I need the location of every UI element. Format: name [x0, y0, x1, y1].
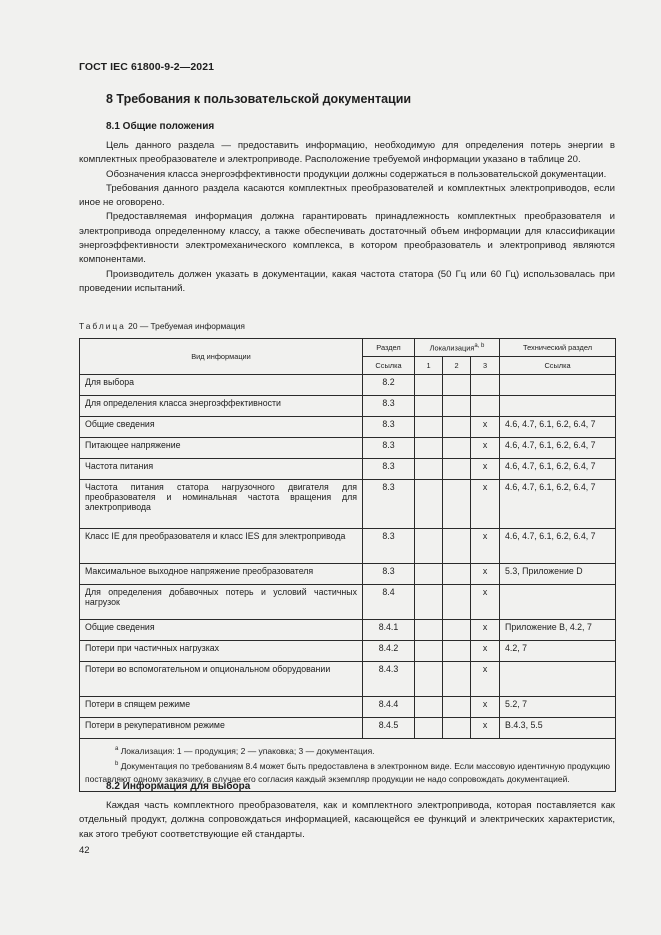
- cell-loc-3: x: [471, 641, 500, 662]
- cell-ref: 8.2: [363, 375, 415, 396]
- cell-loc-1: [415, 697, 443, 718]
- table-row: [80, 396, 616, 417]
- cell-loc-1: [415, 375, 443, 396]
- cell-tech-section: 4.2, 7: [500, 641, 616, 662]
- cell-tech-section: [500, 662, 616, 697]
- cell-ref: 8.4.4: [363, 697, 415, 718]
- cell-loc-2: [443, 662, 471, 697]
- table-row: [80, 438, 616, 459]
- note-a-text: Локализация: 1 — продукция; 2 — упаковка; 3 — документация.: [118, 745, 375, 756]
- cell-loc-1: [415, 718, 443, 739]
- cell-loc-2: [443, 697, 471, 718]
- header-tech-section: Технический раздел: [500, 339, 616, 357]
- section-8-2-body: [79, 799, 615, 842]
- cell-loc-1: [415, 529, 443, 564]
- table-header-row: [80, 339, 616, 357]
- cell-info-type: Общие сведения: [80, 620, 363, 641]
- table-row: [80, 564, 616, 585]
- section-8-1-heading: 8.1 Общие положения: [106, 121, 215, 132]
- cell-info-type: Класс IE для преобразователя и класс IES для электропривода: [80, 529, 363, 564]
- cell-loc-3: x: [471, 529, 500, 564]
- cell-info-type: Потери в спящем режиме: [80, 697, 363, 718]
- cell-loc-1: [415, 585, 443, 620]
- paragraph: Требования данного раздела касаются комплектных преобразователей и комплектных электроприводов, если иное не оговорено.: [79, 182, 615, 209]
- cell-tech-section: 4.6, 4.7, 6.1, 6.2, 6.4, 7: [500, 459, 616, 480]
- cell-info-type: Частота питания статора нагрузочного двигателя для преобразователя и номинальная частота вращения для электропривода: [80, 480, 363, 529]
- table-row: [80, 662, 616, 697]
- cell-loc-3: x: [471, 620, 500, 641]
- cell-loc-2: [443, 438, 471, 459]
- header-section: Раздел: [363, 339, 415, 357]
- cell-loc-2: [443, 375, 471, 396]
- cell-loc-3: x: [471, 662, 500, 697]
- paragraph: Цель данного раздела — предоставить информацию, необходимую для определения потерь энергии в комплектных преобразователе и электроприводе. Расположение требуемой информации указано в таблице 20.: [79, 140, 615, 166]
- header-loc-1: 1: [415, 357, 443, 375]
- cell-ref: 8.3: [363, 438, 415, 459]
- paragraph: Обозначения класса энергоэффективности продукции должны содержаться в пользовательской документации.: [106, 168, 607, 180]
- cell-info-type: Потери в рекуперативном режиме: [80, 718, 363, 739]
- cell-loc-2: [443, 417, 471, 438]
- cell-tech-section: B.4.3, 5.5: [500, 718, 616, 739]
- cell-info-type: Потери во вспомогательном и опциональном оборудовании: [80, 662, 363, 697]
- table-row: [80, 620, 616, 641]
- header-loc-3: 3: [471, 357, 500, 375]
- cell-ref: 8.4.3: [363, 662, 415, 697]
- cell-loc-3: [471, 375, 500, 396]
- cell-ref: 8.3: [363, 529, 415, 564]
- cell-loc-2: [443, 620, 471, 641]
- cell-info-type: Для определения добавочных потерь и условий частичных нагрузок: [80, 585, 363, 620]
- cell-loc-3: x: [471, 459, 500, 480]
- cell-tech-section: [500, 396, 616, 417]
- cell-loc-2: [443, 480, 471, 529]
- section-8-1-body: [79, 139, 615, 296]
- cell-loc-2: [443, 396, 471, 417]
- cell-loc-3: x: [471, 564, 500, 585]
- table-caption-title: 20 — Требуемая информация: [125, 321, 245, 331]
- cell-loc-3: x: [471, 697, 500, 718]
- cell-tech-section: 5.2, 7: [500, 697, 616, 718]
- requirements-table: [79, 338, 616, 792]
- cell-loc-3: x: [471, 438, 500, 459]
- header-ref: Ссылка: [363, 357, 415, 375]
- table-caption-word: Таблица: [79, 321, 126, 331]
- cell-loc-1: [415, 662, 443, 697]
- header-localization: [415, 339, 500, 357]
- cell-loc-2: [443, 585, 471, 620]
- cell-info-type: Потери при частичных нагрузках: [80, 641, 363, 662]
- paragraph: Предоставляемая информация должна гарантировать принадлежность комплектных преобразователя и электропривода определенному классу, а также обеспечивать достаточный объем информации для классификации энергоэффективности электромеханического комплекса, в котором преобразователь и электропривод являются компонентами.: [79, 211, 615, 266]
- cell-loc-2: [443, 459, 471, 480]
- header-localization-label: Локализация: [429, 343, 475, 353]
- cell-ref: 8.3: [363, 564, 415, 585]
- table-body: [80, 375, 616, 739]
- header-localization-sup: a, b: [474, 342, 485, 349]
- cell-loc-1: [415, 438, 443, 459]
- header-loc-2: 2: [443, 357, 471, 375]
- table-row: [80, 375, 616, 396]
- table-row: [80, 641, 616, 662]
- cell-info-type: Частота питания: [80, 459, 363, 480]
- cell-ref: 8.4.2: [363, 641, 415, 662]
- cell-loc-3: x: [471, 718, 500, 739]
- note-a-mark: a: [115, 746, 119, 752]
- cell-loc-2: [443, 529, 471, 564]
- cell-info-type: Питающее напряжение: [80, 438, 363, 459]
- cell-loc-1: [415, 564, 443, 585]
- table-row: [80, 459, 616, 480]
- page-number: 42: [79, 845, 90, 856]
- table-caption: [79, 321, 245, 331]
- cell-tech-section: 4.6, 4.7, 6.1, 6.2, 6.4, 7: [500, 529, 616, 564]
- cell-ref: 8.3: [363, 480, 415, 529]
- cell-ref: 8.4.1: [363, 620, 415, 641]
- cell-loc-1: [415, 620, 443, 641]
- table-row: [80, 585, 616, 620]
- cell-info-type: Максимальное выходное напряжение преобразователя: [80, 564, 363, 585]
- cell-ref: 8.3: [363, 459, 415, 480]
- cell-ref: 8.4.5: [363, 718, 415, 739]
- cell-info-type: Общие сведения: [80, 417, 363, 438]
- cell-loc-1: [415, 396, 443, 417]
- table-row: [80, 529, 616, 564]
- cell-tech-section: 4.6, 4.7, 6.1, 6.2, 6.4, 7: [500, 480, 616, 529]
- note-b-mark: b: [115, 760, 119, 767]
- cell-tech-section: 4.6, 4.7, 6.1, 6.2, 6.4, 7: [500, 438, 616, 459]
- header-info-type: Вид информации: [80, 339, 363, 375]
- cell-ref: 8.3: [363, 417, 415, 438]
- table-row: [80, 718, 616, 739]
- cell-loc-2: [443, 641, 471, 662]
- note-a: [85, 743, 610, 758]
- cell-tech-section: 5.3, Приложение D: [500, 564, 616, 585]
- standard-header: ГОСТ IEC 61800-9-2—2021: [79, 61, 215, 73]
- cell-tech-section: 4.6, 4.7, 6.1, 6.2, 6.4, 7: [500, 417, 616, 438]
- paragraph: Производитель должен указать в документации, какая частота статора (50 Гц или 60 Гц) использовалась при проведении испытаний.: [79, 268, 615, 294]
- cell-info-type: Для выбора: [80, 375, 363, 396]
- cell-ref: 8.4: [363, 585, 415, 620]
- note-b-text: Документация по требованиям 8.4 может быть предоставлена в электронном виде. Если массовую идентичную продукцию поставляют одному заказчику, в случае его согласия каждый экземпляр продукции не надо сопровождать документацией.: [85, 760, 611, 784]
- section-8-2-heading: 8.2 Информация для выбора: [106, 781, 251, 792]
- cell-tech-section: [500, 585, 616, 620]
- header-ref-2: Ссылка: [500, 357, 616, 375]
- cell-ref: 8.3: [363, 396, 415, 417]
- cell-tech-section: Приложение B, 4.2, 7: [500, 620, 616, 641]
- cell-loc-1: [415, 417, 443, 438]
- table-row: [80, 697, 616, 718]
- cell-loc-2: [443, 564, 471, 585]
- table-row: [80, 417, 616, 438]
- cell-info-type: Для определения класса энергоэффективности: [80, 396, 363, 417]
- cell-loc-1: [415, 641, 443, 662]
- cell-loc-1: [415, 480, 443, 529]
- paragraph: Каждая часть комплектного преобразователя, как и комплектного электропривода, которая поставляется как отдельный продукт, должна сопровождаться информацией, касающейся ее функций и электрических характеристик, как этого требуют соответствующие ей стандарты.: [79, 800, 615, 840]
- cell-loc-3: x: [471, 417, 500, 438]
- section-8-heading: 8 Требования к пользовательской документации: [106, 92, 412, 106]
- cell-loc-3: x: [471, 480, 500, 529]
- cell-loc-2: [443, 718, 471, 739]
- table-row: [80, 480, 616, 529]
- cell-loc-3: [471, 396, 500, 417]
- cell-loc-3: x: [471, 585, 500, 620]
- cell-loc-1: [415, 459, 443, 480]
- cell-tech-section: [500, 375, 616, 396]
